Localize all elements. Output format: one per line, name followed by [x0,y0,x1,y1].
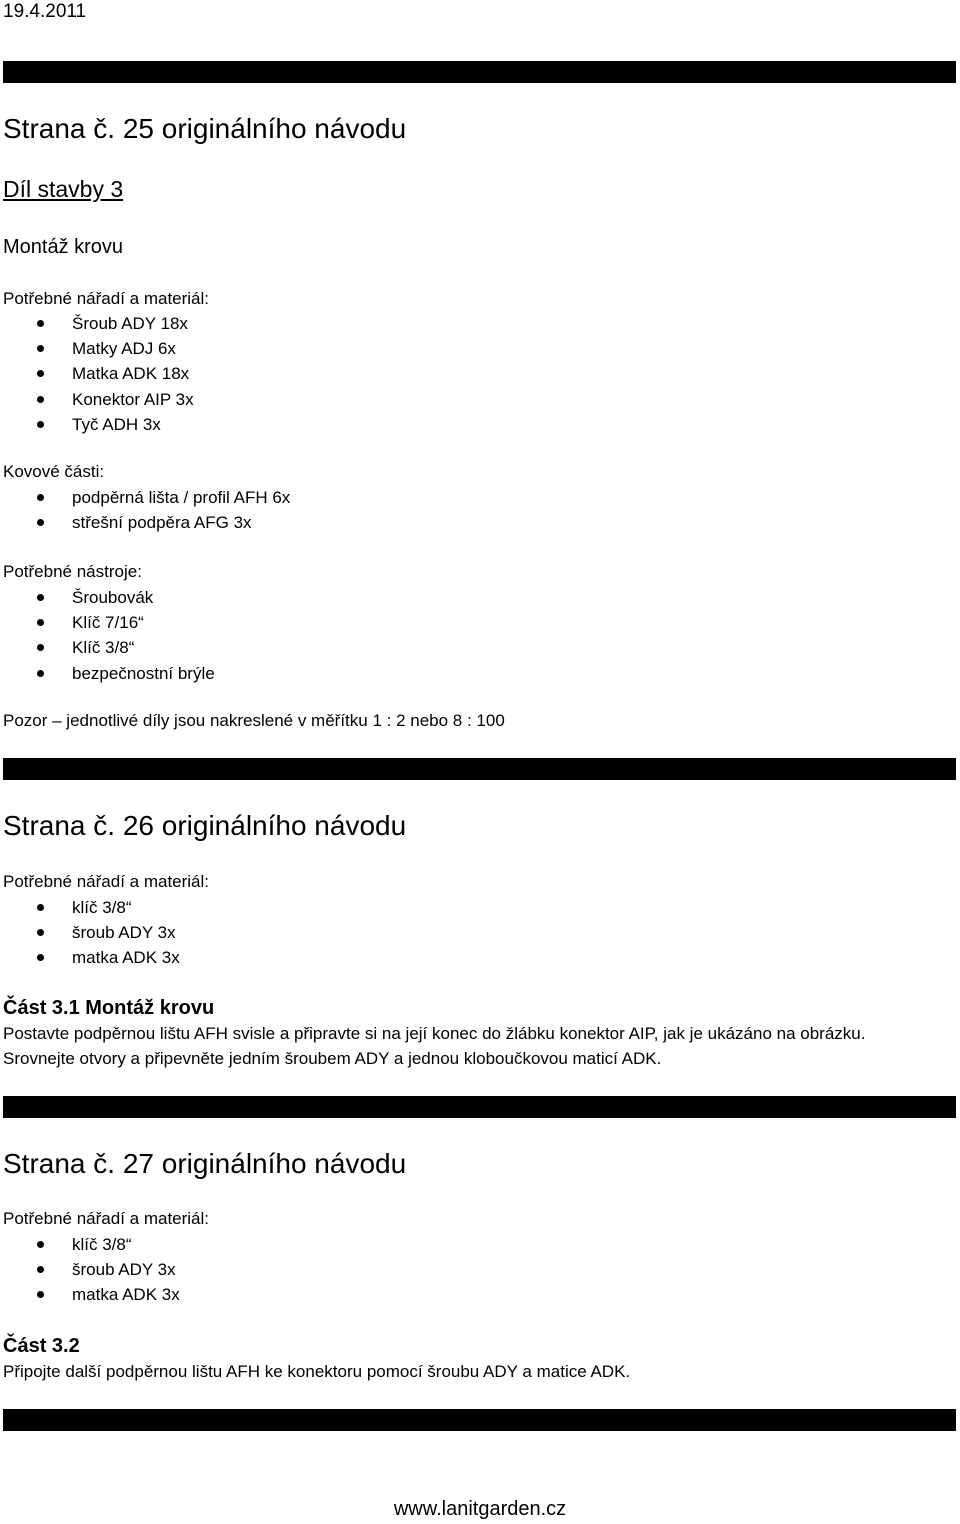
section-divider [3,1096,956,1118]
materials-list [0,1232,180,1308]
bullet-icon [37,929,44,936]
instruction-line: Srovnejte otvory a připevněte jedním šroubem ADY a jednou kloboučkovou maticí ADK. [3,1049,662,1068]
bullet-icon [37,670,44,677]
metal-parts-list [0,485,290,535]
footer-website: www.lanitgarden.cz [393,1498,567,1520]
materials-label: Potřebné nářadí a materiál: [3,1209,210,1228]
bullet-icon [37,519,44,526]
list-item: klíč 3/8“ [0,1232,180,1257]
materials-label: Potřebné nářadí a materiál: [3,289,210,308]
list-item: Matka ADK 18x [0,361,194,386]
materials-list [0,311,194,437]
tools-list [0,585,215,686]
materials-label: Potřebné nářadí a materiál: [3,872,210,891]
part-heading: Část 3.1 Montáž krovu [3,997,215,1019]
list-item: matka ADK 3x [0,1282,180,1307]
list-item: šroub ADY 3x [0,920,180,945]
page-27-title: Strana č. 27 originálního návodu [3,1148,407,1179]
bullet-icon [37,421,44,428]
section-divider [3,758,956,780]
page-25-title: Strana č. 25 originálního návodu [3,113,407,144]
list-item: Klíč 3/8“ [0,635,215,660]
bullet-icon [37,320,44,327]
list-item: matka ADK 3x [0,945,180,970]
list-item: Matky ADJ 6x [0,336,194,361]
section-divider [3,61,956,83]
scale-note: Pozor – jednotlivé díly jsou nakreslené v měřítku 1 : 2 nebo 8 : 100 [3,711,505,730]
bullet-icon [37,644,44,651]
construction-part-heading: Díl stavby 3 [3,176,124,202]
document-date: 19.4.2011 [3,1,87,22]
section-divider [3,1409,956,1431]
bullet-icon [37,370,44,377]
part-heading: Část 3.2 [3,1335,80,1357]
list-item: Šroubovák [0,585,215,610]
instruction-line: Připojte další podpěrnou lištu AFH ke konektoru pomocí šroubu ADY a matice ADK. [3,1362,631,1381]
bullet-icon [37,494,44,501]
bullet-icon [37,1241,44,1248]
section-heading: Montáž krovu [3,236,124,258]
bullet-icon [37,594,44,601]
materials-list [0,895,180,971]
bullet-icon [37,1266,44,1273]
list-item: Tyč ADH 3x [0,412,194,437]
list-item: střešní podpěra AFG 3x [0,510,290,535]
list-item: Šroub ADY 18x [0,311,194,336]
bullet-icon [37,396,44,403]
bullet-icon [37,619,44,626]
list-item: šroub ADY 3x [0,1257,180,1282]
list-item: Konektor AIP 3x [0,387,194,412]
list-item: klíč 3/8“ [0,895,180,920]
metal-parts-label: Kovové části: [3,462,105,481]
tools-label: Potřebné nástroje: [3,562,142,581]
list-item: bezpečnostní brýle [0,661,215,686]
bullet-icon [37,1291,44,1298]
bullet-icon [37,954,44,961]
page-26-title: Strana č. 26 originálního návodu [3,810,407,841]
bullet-icon [37,904,44,911]
list-item: Klíč 7/16“ [0,610,215,635]
instruction-line: Postavte podpěrnou lištu AFH svisle a připravte si na její konec do žlábku konektor AIP, jak je ukázáno na obrázku. [3,1024,866,1043]
bullet-icon [37,345,44,352]
list-item: podpěrná lišta / profil AFH 6x [0,485,290,510]
